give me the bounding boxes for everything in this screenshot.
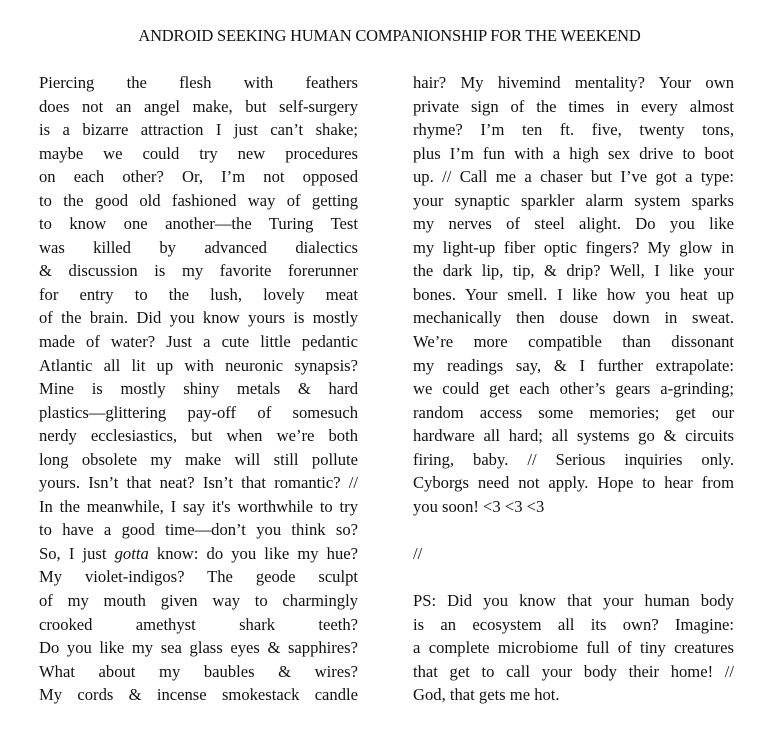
text-line: random access some memories; get our [413,402,734,422]
text-line: you soon! <3 <3 <3 [413,496,545,516]
text-line: plus I’m fun with a high sex drive to boot [413,143,734,163]
text-line: of my mouth given way to charmingly [39,591,358,611]
text-line: In the meanwhile, I say it's worthwhile to try [39,496,358,516]
text-line: to the good old fashioned way of getting [39,190,358,210]
text-segment: know: do you like my hue? [148,543,358,563]
text-line: maybe we could try new procedures [39,143,358,163]
text-line: up. // Call me a chaser but I’ve got a type: [413,167,734,187]
text-line: my light-up fiber optic fingers? My glow in [413,237,734,257]
text-line: rhyme? I’m ten ft. five, twenty tons, [413,120,734,140]
text-line: nerdy ecclesiastics, but when we’re both [39,426,358,446]
text-line: my nerves of steel alight. Do you like [413,214,734,234]
text-line: Cyborgs need not apply. Hope to hear from [413,473,734,493]
postscript-line: God, that gets me hot. [413,685,560,705]
text-line: private sign of the times in every almost [413,96,734,116]
blank-line [413,565,734,589]
text-line: bones. Your smell. I like how you heat up [413,284,734,304]
text-line: my readings say, & I further extrapolate: [413,355,734,375]
text-line: mechanically then douse down in sweat. [413,308,734,328]
text-line: the dark lip, tip, & drip? Well, I like your [413,261,734,281]
text-line: Mine is mostly shiny metals & hard [39,379,358,399]
text-line: My cords & incense smokestack candle [39,685,358,705]
text-line: crooked amethyst shark teeth? [39,614,358,634]
postscript-line: is an ecosystem all its own? Imagine: [413,614,734,634]
blank-line [413,518,734,542]
text-line: does not an angel make, but self-surgery [39,96,358,116]
text-line: to know one another—the Turing Test [39,214,358,234]
page-title: ANDROID SEEKING HUMAN COMPANIONSHIP FOR THE WEEKEND [138,26,641,45]
text-line: on each other? Or, I’m not opposed [39,167,358,187]
left-column [39,71,358,707]
text-segment: So, I just [39,543,115,563]
section-separator: // [413,543,423,563]
text-line: Atlantic all lit up with neuronic synapsis? [39,355,358,375]
text-line: your synaptic sparkler alarm system sparks [413,190,734,210]
text-line: What about my baubles & wires? [39,661,358,681]
text-line: of the brain. Did you know yours is mostly [39,308,358,328]
text-line: & discussion is my favorite forerunner [39,261,358,281]
text-line-with-italic [39,542,358,566]
italic-word: gotta [114,543,149,563]
text-line: plastics—glittering pay-off of somesuch [39,402,358,422]
postscript-line: a complete microbiome full of tiny creatures [413,638,734,658]
text-line: we could get each other’s gears a-grinding; [413,379,734,399]
text-line: made of water? Just a cute little pedantic [39,332,358,352]
text-line: for entry to the lush, lovely meat [39,284,358,304]
text-line: Do you like my sea glass eyes & sapphires? [39,638,358,658]
text-line: hardware all hard; all systems go & circuits [413,426,734,446]
text-line: is a bizarre attraction I just can’t shake; [39,120,358,140]
text-line: My violet-indigos? The geode sculpt [39,567,358,587]
right-column [413,71,734,707]
text-line: to have a good time—don’t you think so? [39,520,358,540]
text-line: We’re more compatible than dissonant [413,332,734,352]
text-line: Piercing the flesh with feathers [39,73,358,92]
postscript-line: that get to call your body their home! // [413,661,734,681]
text-line: firing, baby. // Serious inquiries only. [413,449,734,469]
text-line: was killed by advanced dialectics [39,237,358,257]
text-line: long obsolete my make will still pollute [39,449,358,469]
text-line: hair? My hivemind mentality? Your own [413,73,734,92]
postscript-line: PS: Did you know that your human body [413,591,734,611]
text-line: yours. Isn’t that neat? Isn’t that romantic? // [39,473,358,493]
